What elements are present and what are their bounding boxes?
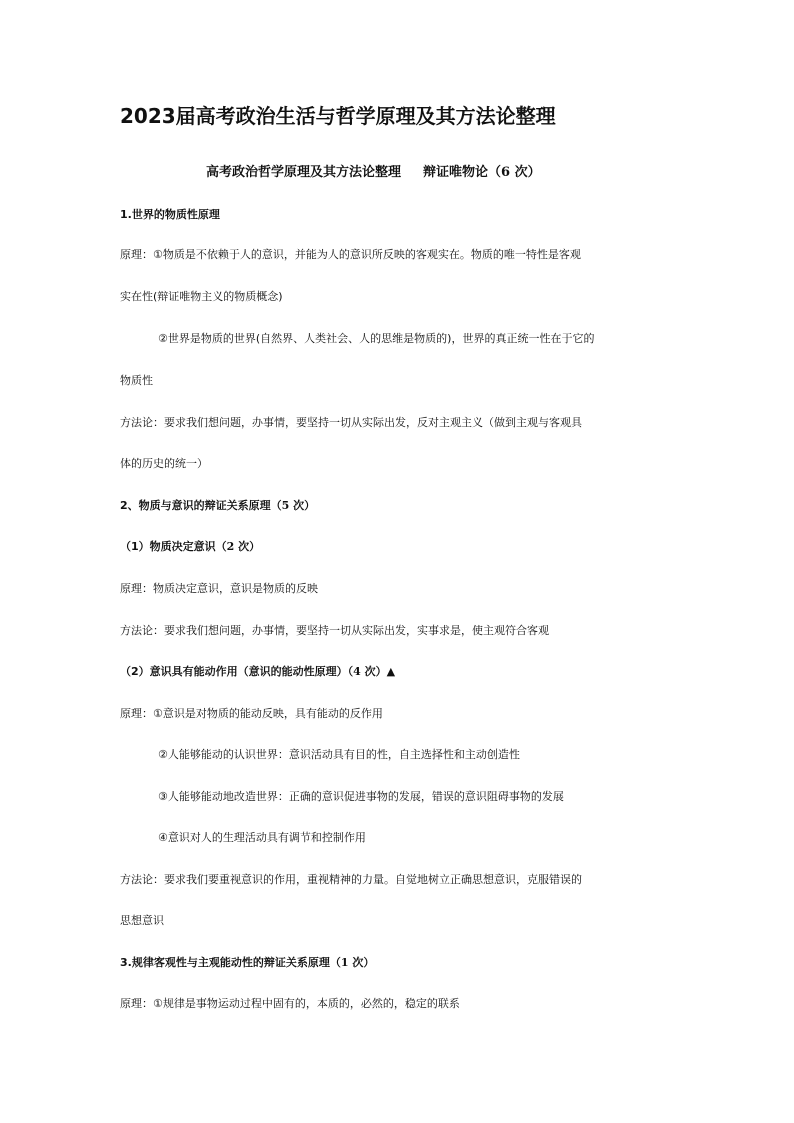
section-1-principle-line-2: 实在性(辩证唯物主义的物质概念): [120, 290, 283, 303]
section-2-2-principle-line-1: 原理：①意识是对物质的能动反映，具有能动的反作用: [120, 707, 383, 720]
section-1-principle-line-1: 原理：①物质是不依赖于人的意识，并能为人的意识所反映的客观实在。物质的唯一特性是客观: [120, 248, 581, 261]
section-2-2-principle-line-2: ②人能够能动的认识世界：意识活动具有目的性，自主选择性和主动创造性: [158, 748, 520, 761]
section-2-2-heading: [120, 665, 395, 679]
document-title: 2023届高考政治生活与哲学原理及其方法论整理: [120, 104, 556, 128]
section-2-2-heading-count: （4 次）▲: [347, 665, 396, 678]
section-2-2-heading-text: （2）意识具有能动作用（意识的能动性原理）: [120, 665, 348, 678]
section-2-1-principle: 原理：物质决定意识，意识是物质的反映: [120, 582, 318, 595]
section-2-2-method-line-1: 方法论：要求我们要重视意识的作用，重视精神的力量。自觉地树立正确思想意识，克服错误的: [120, 873, 582, 886]
section-1-principle-line-3: ②世界是物质的世界(自然界、人类社会、人的思维是物质的)，世界的真正统一性在于它的: [158, 332, 595, 345]
section-2-2-method-line-2: 思想意识: [120, 914, 164, 927]
section-2-1-heading-count: （2 次）: [215, 540, 261, 553]
section-2-1-heading: [120, 540, 260, 554]
section-2-2-principle-line-3: ③人能够能动地改造世界：正确的意识促进事物的发展，错误的意识阻碍事物的发展: [158, 790, 564, 803]
subtitle-topic: 辩证唯物论: [423, 165, 489, 180]
section-2-1-method: 方法论：要求我们想问题，办事情，要坚持一切从实际出发，实事求是，使主观符合客观: [120, 624, 549, 637]
section-3-heading-text: 3.规律客观性与主观能动性的辩证关系原理: [120, 956, 330, 969]
section-3-heading-count: （1 次）: [329, 956, 375, 969]
section-1-method-line-2: 体的历史的统一）: [120, 457, 208, 470]
section-1-heading: 1.世界的物质性原理: [120, 208, 220, 221]
subtitle-count: （6 次）: [488, 165, 541, 180]
section-3-principle-line-1: 原理：①规律是事物运动过程中固有的，本质的，必然的，稳定的联系: [120, 997, 460, 1010]
section-2-heading-count: （5 次）: [270, 499, 316, 512]
section-2-1-heading-text: （1）物质决定意识: [120, 540, 216, 553]
section-3-heading: [120, 956, 374, 970]
subtitle-main: 高考政治哲学原理及其方法论整理: [206, 165, 402, 180]
section-1-method-line-1: 方法论：要求我们想问题，办事情，要坚持一切从实际出发，反对主观主义（做到主观与客观具: [120, 416, 582, 429]
section-2-heading-text: 2、物质与意识的辩证关系原理: [120, 499, 271, 512]
section-1-principle-line-4: 物质性: [120, 374, 153, 387]
section-2-2-principle-line-4: ④意识对人的生理活动具有调节和控制作用: [158, 831, 366, 844]
document-subtitle: [206, 164, 541, 182]
section-2-heading: [120, 499, 315, 513]
